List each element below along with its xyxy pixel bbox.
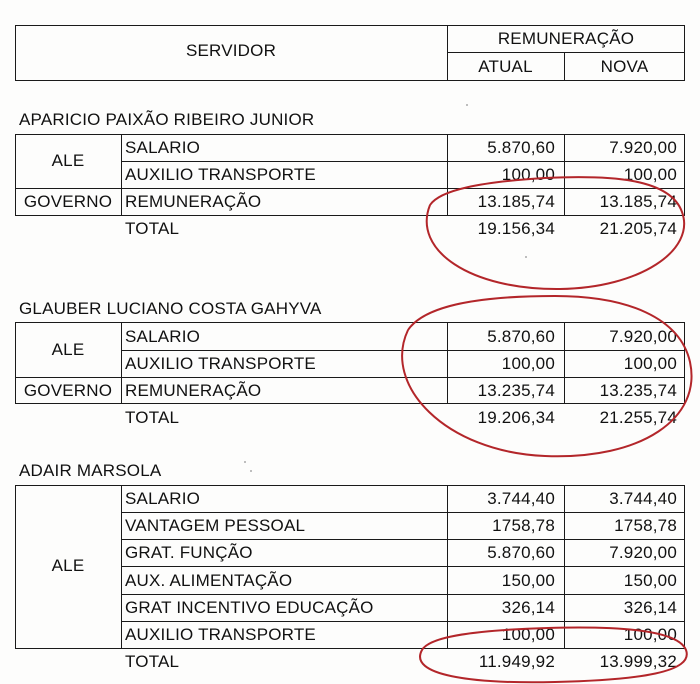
header-nova: NOVA <box>600 57 649 76</box>
row-item: SALARIO <box>125 327 201 346</box>
row-atual: 150,00 <box>501 571 555 590</box>
row-item: VANTAGEM PESSOAL <box>125 516 306 535</box>
total-nova: 21.205,74 <box>599 219 677 238</box>
row-atual: 1758,78 <box>492 516 555 535</box>
total-label: TOTAL <box>125 408 180 427</box>
total-atual: 11.949,92 <box>478 652 555 671</box>
row-item: GRAT. FUNÇÃO <box>125 543 253 562</box>
row-atual: 5.870,60 <box>487 327 555 346</box>
red-oval-annotation <box>420 628 687 683</box>
row-nova: 326,14 <box>623 598 677 617</box>
row-atual: 100,00 <box>501 625 555 644</box>
total-nova: 21.255,74 <box>599 408 677 427</box>
row-nova: 7.920,00 <box>609 543 677 562</box>
row-item: AUXILIO TRANSPORTE <box>125 165 316 184</box>
group-label: GOVERNO <box>23 192 113 211</box>
row-nova: 100,00 <box>623 625 677 644</box>
total-label: TOTAL <box>125 652 180 671</box>
header-remuneracao: REMUNERAÇÃO <box>497 29 635 48</box>
row-item: AUXILIO TRANSPORTE <box>125 354 316 373</box>
section-name: ADAIR MARSOLA <box>19 461 162 480</box>
red-oval-annotation <box>427 177 684 289</box>
header-atual: ATUAL <box>478 57 533 76</box>
section-name: APARICIO PAIXÃO RIBEIRO JUNIOR <box>19 110 315 129</box>
row-nova: 100,00 <box>623 354 677 373</box>
group-label: GOVERNO <box>23 381 113 400</box>
row-atual: 5.870,60 <box>487 138 555 157</box>
total-atual: 19.156,34 <box>477 219 555 238</box>
row-item: AUXILIO TRANSPORTE <box>125 625 316 644</box>
row-nova: 7.920,00 <box>609 138 677 157</box>
row-item: SALARIO <box>125 489 201 508</box>
row-item: GRAT INCENTIVO EDUCAÇÃO <box>125 598 374 617</box>
section-name: GLAUBER LUCIANO COSTA GAHYVA <box>19 299 322 318</box>
total-label: TOTAL <box>125 219 180 238</box>
group-label: ALE <box>51 151 85 170</box>
row-item: REMUNERAÇÃO <box>125 192 262 211</box>
row-atual: 100,00 <box>501 165 555 184</box>
row-nova: 7.920,00 <box>609 327 677 346</box>
row-nova: 13.185,74 <box>599 192 677 211</box>
row-nova: 13.235,74 <box>599 381 677 400</box>
red-oval-annotation <box>402 296 691 456</box>
row-item: AUX. ALIMENTAÇÃO <box>125 571 293 590</box>
row-atual: 326,14 <box>501 598 555 617</box>
row-nova: 3.744,40 <box>609 489 677 508</box>
total-nova: 13.999,32 <box>599 652 677 671</box>
row-atual: 5.870,60 <box>487 543 555 562</box>
group-label: ALE <box>51 556 85 575</box>
row-nova: 150,00 <box>623 571 677 590</box>
header-servidor: SERVIDOR <box>185 41 277 60</box>
row-nova: 100,00 <box>623 165 677 184</box>
group-label: ALE <box>51 340 85 359</box>
row-atual: 3.744,40 <box>487 489 555 508</box>
total-atual: 19.206,34 <box>477 408 555 427</box>
row-atual: 13.185,74 <box>477 192 555 211</box>
row-atual: 100,00 <box>501 354 555 373</box>
row-nova: 1758,78 <box>614 516 677 535</box>
row-item: REMUNERAÇÃO <box>125 381 262 400</box>
row-item: SALARIO <box>125 138 201 157</box>
row-atual: 13.235,74 <box>477 381 555 400</box>
